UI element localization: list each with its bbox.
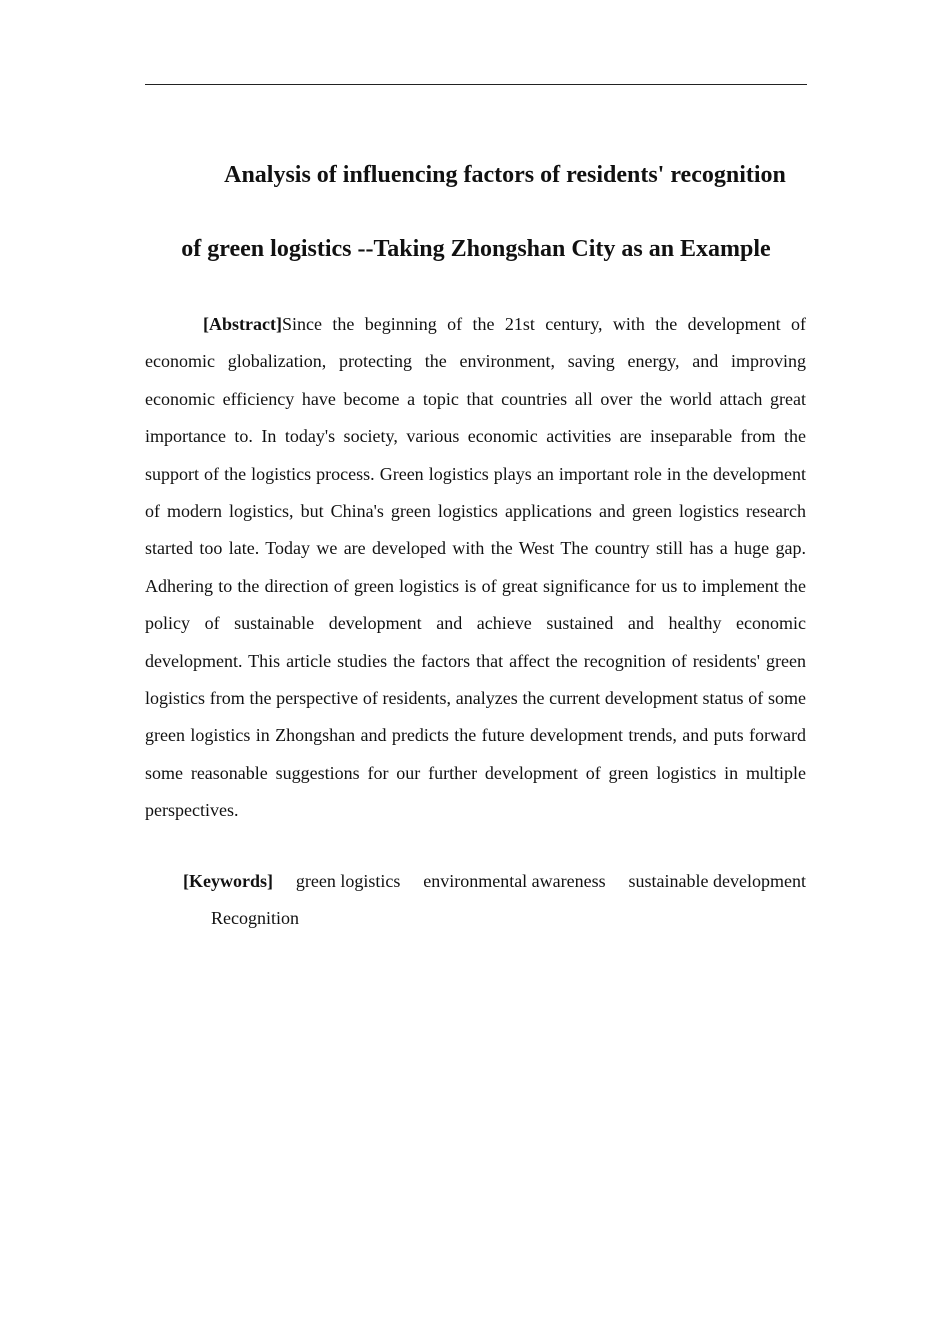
paper-title <box>145 138 807 286</box>
title-line-2: of green logistics --Taking Zhongshan City as an Example <box>181 236 771 262</box>
keywords-section <box>183 863 806 938</box>
header-rule <box>145 84 807 85</box>
keywords-label: [Keywords] <box>183 871 273 891</box>
keyword-item: green logistics <box>295 871 401 891</box>
keyword-item: environmental awareness <box>423 871 606 891</box>
abstract-label: [Abstract] <box>203 314 282 334</box>
keyword-item: sustainable development <box>628 871 806 891</box>
abstract-paragraph <box>145 306 806 830</box>
title-line-1: Analysis of influencing factors of residents' recognition <box>224 162 786 188</box>
keyword-item: Recognition <box>211 908 299 929</box>
keywords-line-1 <box>183 863 806 900</box>
abstract-text: Since the beginning of the 21st century, with the development of economic globalization, protecting the environment, saving energy, and improving economic efficiency have become a topic that countries all over the world attach great importance to. In today's society, various economic activities are inseparable from the support of the logistics process. Green logistics plays an important role in the development of modern logistics, but China's green logistics applications and green logistics research started too late. Today we are developed with the West The country still has a huge gap. Adhering to the direction of green logistics is of great significance for us to implement the policy of sustainable development and achieve sustained and healthy economic development. This article studies the factors that affect the recognition of residents' green logistics from the perspective of residents, analyzes the current development status of some green logistics in Zhongshan and predicts the future development trends, and puts forward some reasonable suggestions for our further development of green logistics in multiple perspectives. <box>145 314 806 821</box>
